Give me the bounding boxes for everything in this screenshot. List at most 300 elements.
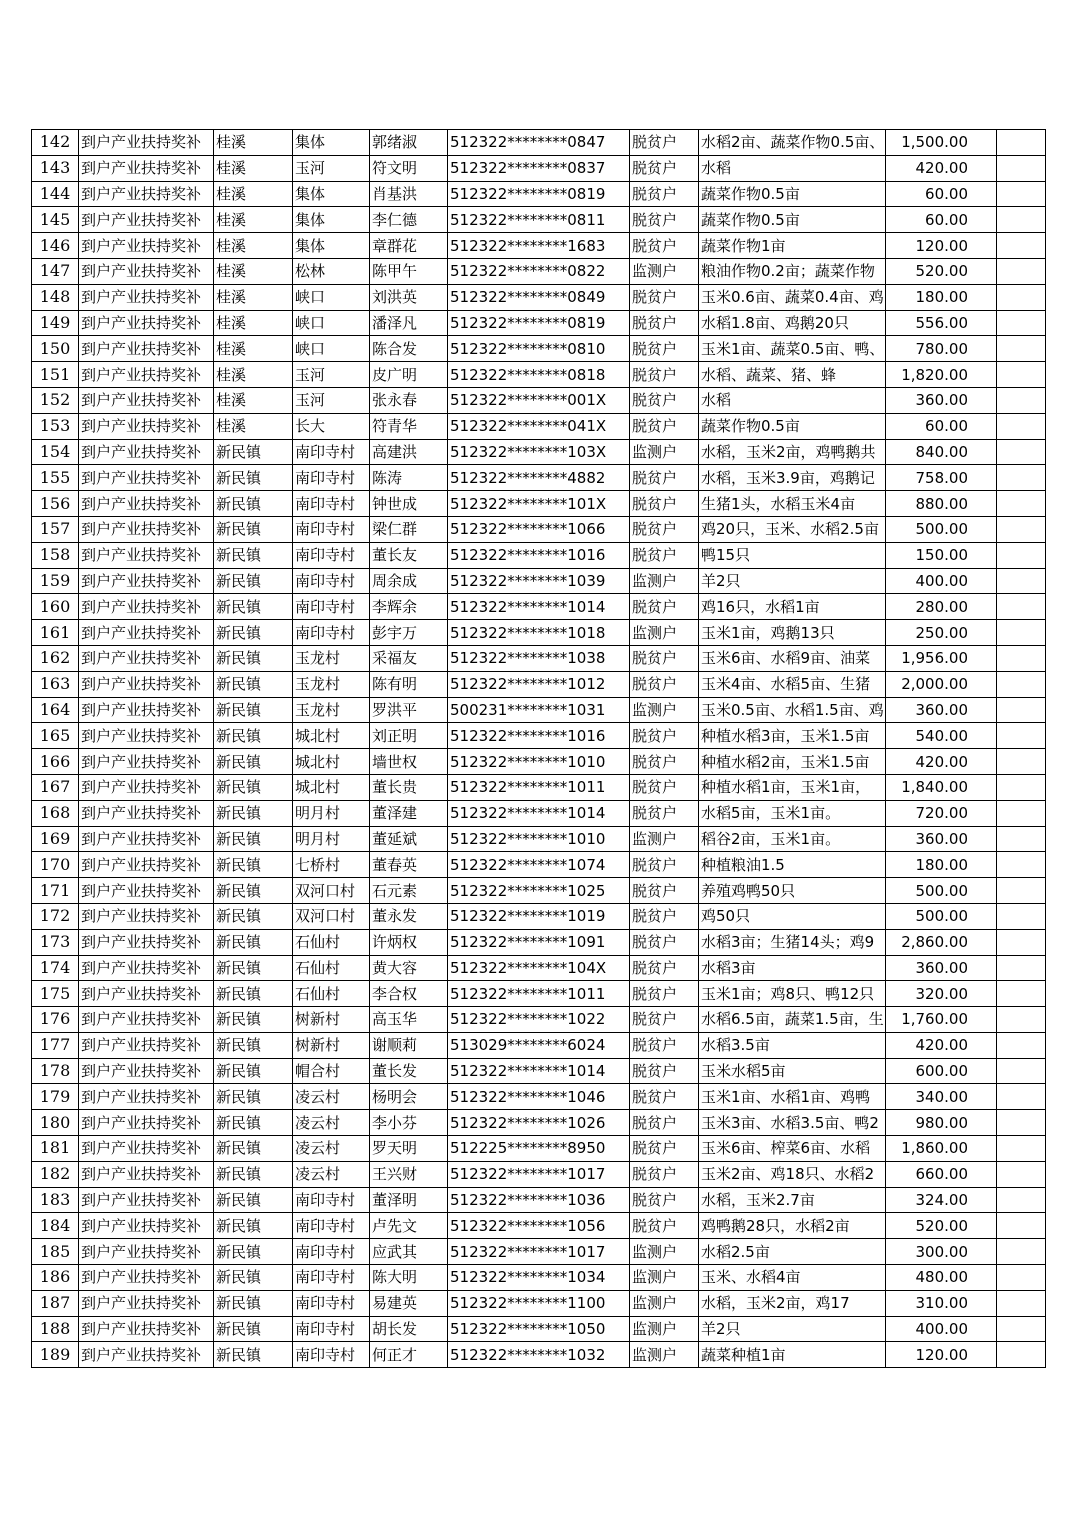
row-number: 162 — [32, 645, 79, 671]
household-type-cell: 脱贫户 — [630, 362, 699, 388]
name-cell: 高玉华 — [370, 1007, 448, 1033]
table-row — [32, 258, 1046, 284]
town-cell: 新民镇 — [214, 749, 293, 775]
id-number-cell: 512322********041X — [448, 413, 630, 439]
town-cell: 新民镇 — [214, 955, 293, 981]
amount-cell: 120.00 — [886, 1342, 997, 1368]
household-type-cell: 脱贫户 — [630, 1187, 699, 1213]
id-number-cell: 512322********1016 — [448, 542, 630, 568]
row-number: 180 — [32, 1110, 79, 1136]
id-number-cell: 512322********1011 — [448, 981, 630, 1007]
amount-cell: 540.00 — [886, 723, 997, 749]
row-number: 149 — [32, 310, 79, 336]
amount-cell: 60.00 — [886, 207, 997, 233]
village-cell: 双河口村 — [293, 903, 370, 929]
row-number: 172 — [32, 903, 79, 929]
name-cell: 谢顺莉 — [370, 1032, 448, 1058]
name-cell: 刘正明 — [370, 723, 448, 749]
remark-cell — [997, 671, 1046, 697]
content-cell: 生猪1头，水稻玉米4亩 — [699, 491, 886, 517]
item-cell: 到户产业扶持奖补 — [79, 1161, 214, 1187]
item-cell: 到户产业扶持奖补 — [79, 542, 214, 568]
household-type-cell: 脱贫户 — [630, 1058, 699, 1084]
household-type-cell: 监测户 — [630, 568, 699, 594]
town-cell: 桂溪 — [214, 284, 293, 310]
remark-cell — [997, 1084, 1046, 1110]
household-type-cell: 监测户 — [630, 439, 699, 465]
village-cell: 明月村 — [293, 800, 370, 826]
content-cell: 稻谷2亩，玉米1亩。 — [699, 826, 886, 852]
amount-cell: 840.00 — [886, 439, 997, 465]
item-cell: 到户产业扶持奖补 — [79, 1110, 214, 1136]
row-number: 142 — [32, 130, 79, 156]
table-row — [32, 1265, 1046, 1291]
content-cell: 水稻2.5亩 — [699, 1239, 886, 1265]
name-cell: 黄大容 — [370, 955, 448, 981]
amount-cell: 758.00 — [886, 465, 997, 491]
item-cell: 到户产业扶持奖补 — [79, 516, 214, 542]
id-number-cell: 512322********0837 — [448, 155, 630, 181]
content-cell: 水稻、蔬菜、猪、蜂 — [699, 362, 886, 388]
name-cell: 采福友 — [370, 645, 448, 671]
row-number: 188 — [32, 1316, 79, 1342]
row-number: 154 — [32, 439, 79, 465]
household-type-cell: 脱贫户 — [630, 1161, 699, 1187]
amount-cell: 780.00 — [886, 336, 997, 362]
id-number-cell: 512322********1066 — [448, 516, 630, 542]
id-number-cell: 512322********1026 — [448, 1110, 630, 1136]
remark-cell — [997, 491, 1046, 517]
amount-cell: 1,956.00 — [886, 645, 997, 671]
item-cell: 到户产业扶持奖补 — [79, 284, 214, 310]
amount-cell: 300.00 — [886, 1239, 997, 1265]
town-cell: 新民镇 — [214, 594, 293, 620]
town-cell: 新民镇 — [214, 1007, 293, 1033]
village-cell: 玉龙村 — [293, 645, 370, 671]
table-row — [32, 594, 1046, 620]
id-number-cell: 512322********0811 — [448, 207, 630, 233]
name-cell: 董长友 — [370, 542, 448, 568]
name-cell: 董长发 — [370, 1058, 448, 1084]
item-cell: 到户产业扶持奖补 — [79, 258, 214, 284]
content-cell: 鸭15只 — [699, 542, 886, 568]
content-cell: 玉米6亩、水稻9亩、油菜 — [699, 645, 886, 671]
town-cell: 新民镇 — [214, 1084, 293, 1110]
town-cell: 新民镇 — [214, 723, 293, 749]
town-cell: 桂溪 — [214, 155, 293, 181]
village-cell: 南印寺村 — [293, 542, 370, 568]
town-cell: 新民镇 — [214, 826, 293, 852]
village-cell: 七桥村 — [293, 852, 370, 878]
id-number-cell: 512322********1091 — [448, 929, 630, 955]
id-number-cell: 512322********1074 — [448, 852, 630, 878]
village-cell: 南印寺村 — [293, 439, 370, 465]
table-row — [32, 155, 1046, 181]
table-row — [32, 1007, 1046, 1033]
remark-cell — [997, 774, 1046, 800]
row-number: 177 — [32, 1032, 79, 1058]
amount-cell: 280.00 — [886, 594, 997, 620]
content-cell: 蔬菜作物0.5亩 — [699, 413, 886, 439]
item-cell: 到户产业扶持奖补 — [79, 620, 214, 646]
amount-cell: 340.00 — [886, 1084, 997, 1110]
amount-cell: 150.00 — [886, 542, 997, 568]
row-number: 166 — [32, 749, 79, 775]
town-cell: 新民镇 — [214, 981, 293, 1007]
id-number-cell: 512322********1017 — [448, 1161, 630, 1187]
amount-cell: 60.00 — [886, 181, 997, 207]
item-cell: 到户产业扶持奖补 — [79, 413, 214, 439]
amount-cell: 1,860.00 — [886, 1136, 997, 1162]
content-cell: 水稻 — [699, 155, 886, 181]
id-number-cell: 512322********1010 — [448, 749, 630, 775]
content-cell: 种植水稻2亩，玉米1.5亩 — [699, 749, 886, 775]
id-number-cell: 512225********8950 — [448, 1136, 630, 1162]
remark-cell — [997, 207, 1046, 233]
name-cell: 符青华 — [370, 413, 448, 439]
household-type-cell: 监测户 — [630, 1342, 699, 1368]
amount-cell: 310.00 — [886, 1290, 997, 1316]
town-cell: 新民镇 — [214, 1058, 293, 1084]
remark-cell — [997, 1213, 1046, 1239]
id-number-cell: 512322********1038 — [448, 645, 630, 671]
amount-cell: 500.00 — [886, 516, 997, 542]
remark-cell — [997, 929, 1046, 955]
amount-cell: 880.00 — [886, 491, 997, 517]
remark-cell — [997, 1110, 1046, 1136]
household-type-cell: 脱贫户 — [630, 749, 699, 775]
item-cell: 到户产业扶持奖补 — [79, 362, 214, 388]
remark-cell — [997, 697, 1046, 723]
remark-cell — [997, 181, 1046, 207]
village-cell: 南印寺村 — [293, 568, 370, 594]
row-number: 175 — [32, 981, 79, 1007]
town-cell: 新民镇 — [214, 542, 293, 568]
village-cell: 双河口村 — [293, 878, 370, 904]
village-cell: 南印寺村 — [293, 620, 370, 646]
remark-cell — [997, 903, 1046, 929]
content-cell: 玉米2亩、鸡18只、水稻2 — [699, 1161, 886, 1187]
row-number: 183 — [32, 1187, 79, 1213]
content-cell: 玉米1亩、水稻1亩、鸡鸭 — [699, 1084, 886, 1110]
table-row — [32, 852, 1046, 878]
item-cell: 到户产业扶持奖补 — [79, 439, 214, 465]
name-cell: 墙世权 — [370, 749, 448, 775]
table-row — [32, 929, 1046, 955]
household-type-cell: 脱贫户 — [630, 981, 699, 1007]
name-cell: 郭绪淑 — [370, 130, 448, 156]
content-cell: 水稻3.5亩 — [699, 1032, 886, 1058]
name-cell: 杨明会 — [370, 1084, 448, 1110]
household-type-cell: 脱贫户 — [630, 413, 699, 439]
amount-cell: 2,860.00 — [886, 929, 997, 955]
remark-cell — [997, 749, 1046, 775]
content-cell: 鸡50只 — [699, 903, 886, 929]
amount-cell: 720.00 — [886, 800, 997, 826]
item-cell: 到户产业扶持奖补 — [79, 774, 214, 800]
name-cell: 皮广明 — [370, 362, 448, 388]
item-cell: 到户产业扶持奖补 — [79, 1342, 214, 1368]
town-cell: 新民镇 — [214, 645, 293, 671]
item-cell: 到户产业扶持奖补 — [79, 903, 214, 929]
name-cell: 应武其 — [370, 1239, 448, 1265]
name-cell: 陈合发 — [370, 336, 448, 362]
village-cell: 南印寺村 — [293, 491, 370, 517]
table-row — [32, 181, 1046, 207]
name-cell: 陈涛 — [370, 465, 448, 491]
item-cell: 到户产业扶持奖补 — [79, 1136, 214, 1162]
id-number-cell: 512322********0818 — [448, 362, 630, 388]
remark-cell — [997, 362, 1046, 388]
content-cell: 玉米4亩、水稻5亩、生猪 — [699, 671, 886, 697]
village-cell: 峡口 — [293, 336, 370, 362]
village-cell: 集体 — [293, 207, 370, 233]
row-number: 185 — [32, 1239, 79, 1265]
table-row — [32, 878, 1046, 904]
household-type-cell: 脱贫户 — [630, 387, 699, 413]
household-type-cell: 监测户 — [630, 1290, 699, 1316]
id-number-cell: 512322********1011 — [448, 774, 630, 800]
content-cell: 种植水稻3亩，玉米1.5亩 — [699, 723, 886, 749]
remark-cell — [997, 852, 1046, 878]
name-cell: 何正才 — [370, 1342, 448, 1368]
id-number-cell: 512322********0819 — [448, 181, 630, 207]
amount-cell: 400.00 — [886, 1316, 997, 1342]
town-cell: 桂溪 — [214, 233, 293, 259]
village-cell: 城北村 — [293, 749, 370, 775]
table-row — [32, 1213, 1046, 1239]
household-type-cell: 脱贫户 — [630, 774, 699, 800]
amount-cell: 980.00 — [886, 1110, 997, 1136]
household-type-cell: 脱贫户 — [630, 929, 699, 955]
id-number-cell: 512322********104X — [448, 955, 630, 981]
row-number: 152 — [32, 387, 79, 413]
id-number-cell: 512322********1018 — [448, 620, 630, 646]
id-number-cell: 512322********1019 — [448, 903, 630, 929]
item-cell: 到户产业扶持奖补 — [79, 1007, 214, 1033]
id-number-cell: 512322********1016 — [448, 723, 630, 749]
remark-cell — [997, 439, 1046, 465]
item-cell: 到户产业扶持奖补 — [79, 826, 214, 852]
item-cell: 到户产业扶持奖补 — [79, 155, 214, 181]
remark-cell — [997, 258, 1046, 284]
village-cell: 南印寺村 — [293, 1213, 370, 1239]
name-cell: 胡长发 — [370, 1316, 448, 1342]
remark-cell — [997, 594, 1046, 620]
household-type-cell: 监测户 — [630, 697, 699, 723]
item-cell: 到户产业扶持奖补 — [79, 671, 214, 697]
household-type-cell: 脱贫户 — [630, 878, 699, 904]
household-type-cell: 脱贫户 — [630, 1136, 699, 1162]
id-number-cell: 512322********1010 — [448, 826, 630, 852]
row-number: 167 — [32, 774, 79, 800]
row-number: 171 — [32, 878, 79, 904]
amount-cell: 400.00 — [886, 568, 997, 594]
town-cell: 新民镇 — [214, 1342, 293, 1368]
amount-cell: 360.00 — [886, 697, 997, 723]
town-cell: 新民镇 — [214, 516, 293, 542]
id-number-cell: 512322********1032 — [448, 1342, 630, 1368]
amount-cell: 500.00 — [886, 903, 997, 929]
id-number-cell: 512322********1056 — [448, 1213, 630, 1239]
town-cell: 新民镇 — [214, 1239, 293, 1265]
amount-cell: 660.00 — [886, 1161, 997, 1187]
name-cell: 董长贵 — [370, 774, 448, 800]
remark-cell — [997, 723, 1046, 749]
item-cell: 到户产业扶持奖补 — [79, 1290, 214, 1316]
town-cell: 新民镇 — [214, 1187, 293, 1213]
town-cell: 新民镇 — [214, 774, 293, 800]
content-cell: 水稻，玉米2亩，鸡17 — [699, 1290, 886, 1316]
household-type-cell: 脱贫户 — [630, 852, 699, 878]
content-cell: 蔬菜作物0.5亩 — [699, 181, 886, 207]
household-type-cell: 脱贫户 — [630, 723, 699, 749]
content-cell: 玉米1亩；鸡8只、鸭12只 — [699, 981, 886, 1007]
row-number: 153 — [32, 413, 79, 439]
name-cell: 高建洪 — [370, 439, 448, 465]
name-cell: 易建英 — [370, 1290, 448, 1316]
content-cell: 玉米0.5亩、水稻1.5亩、鸡 — [699, 697, 886, 723]
amount-cell: 360.00 — [886, 387, 997, 413]
amount-cell: 520.00 — [886, 1213, 997, 1239]
item-cell: 到户产业扶持奖补 — [79, 981, 214, 1007]
remark-cell — [997, 284, 1046, 310]
row-number: 174 — [32, 955, 79, 981]
town-cell: 新民镇 — [214, 1136, 293, 1162]
item-cell: 到户产业扶持奖补 — [79, 207, 214, 233]
town-cell: 新民镇 — [214, 1110, 293, 1136]
item-cell: 到户产业扶持奖补 — [79, 310, 214, 336]
item-cell: 到户产业扶持奖补 — [79, 594, 214, 620]
table-row — [32, 1110, 1046, 1136]
town-cell: 新民镇 — [214, 697, 293, 723]
name-cell: 周余成 — [370, 568, 448, 594]
village-cell: 峡口 — [293, 284, 370, 310]
village-cell: 石仙村 — [293, 955, 370, 981]
household-type-cell: 脱贫户 — [630, 155, 699, 181]
village-cell: 凌云村 — [293, 1136, 370, 1162]
household-type-cell: 脱贫户 — [630, 671, 699, 697]
remark-cell — [997, 387, 1046, 413]
content-cell: 玉米6亩、榨菜6亩、水稻 — [699, 1136, 886, 1162]
village-cell: 玉河 — [293, 387, 370, 413]
row-number: 158 — [32, 542, 79, 568]
content-cell: 玉米、水稻4亩 — [699, 1265, 886, 1291]
remark-cell — [997, 1032, 1046, 1058]
remark-cell — [997, 542, 1046, 568]
row-number: 147 — [32, 258, 79, 284]
item-cell: 到户产业扶持奖补 — [79, 1239, 214, 1265]
content-cell: 鸡16只，水稻1亩 — [699, 594, 886, 620]
town-cell: 新民镇 — [214, 620, 293, 646]
table-row — [32, 568, 1046, 594]
row-number: 182 — [32, 1161, 79, 1187]
town-cell: 新民镇 — [214, 929, 293, 955]
row-number: 144 — [32, 181, 79, 207]
remark-cell — [997, 955, 1046, 981]
content-cell: 水稻3亩 — [699, 955, 886, 981]
table-row — [32, 620, 1046, 646]
name-cell: 李合权 — [370, 981, 448, 1007]
id-number-cell: 512322********001X — [448, 387, 630, 413]
id-number-cell: 512322********4882 — [448, 465, 630, 491]
row-number: 156 — [32, 491, 79, 517]
item-cell: 到户产业扶持奖补 — [79, 852, 214, 878]
table-row — [32, 310, 1046, 336]
row-number: 148 — [32, 284, 79, 310]
row-number: 187 — [32, 1290, 79, 1316]
remark-cell — [997, 1316, 1046, 1342]
remark-cell — [997, 336, 1046, 362]
name-cell: 卢先文 — [370, 1213, 448, 1239]
row-number: 164 — [32, 697, 79, 723]
name-cell: 陈大明 — [370, 1265, 448, 1291]
name-cell: 刘洪英 — [370, 284, 448, 310]
id-number-cell: 513029********6024 — [448, 1032, 630, 1058]
id-number-cell: 512322********1014 — [448, 800, 630, 826]
household-type-cell: 脱贫户 — [630, 491, 699, 517]
table-row — [32, 1084, 1046, 1110]
table-row — [32, 800, 1046, 826]
table-row — [32, 1187, 1046, 1213]
item-cell: 到户产业扶持奖补 — [79, 465, 214, 491]
village-cell: 集体 — [293, 181, 370, 207]
table-row — [32, 1161, 1046, 1187]
village-cell: 南印寺村 — [293, 1187, 370, 1213]
content-cell: 水稻，玉米2亩，鸡鸭鹅共 — [699, 439, 886, 465]
name-cell: 李小芬 — [370, 1110, 448, 1136]
town-cell: 新民镇 — [214, 1316, 293, 1342]
item-cell: 到户产业扶持奖补 — [79, 697, 214, 723]
row-number: 184 — [32, 1213, 79, 1239]
remark-cell — [997, 413, 1046, 439]
village-cell: 明月村 — [293, 826, 370, 852]
table-row — [32, 723, 1046, 749]
item-cell: 到户产业扶持奖补 — [79, 336, 214, 362]
name-cell: 李辉余 — [370, 594, 448, 620]
village-cell: 玉龙村 — [293, 697, 370, 723]
row-number: 163 — [32, 671, 79, 697]
id-number-cell: 500231********1031 — [448, 697, 630, 723]
table-row — [32, 465, 1046, 491]
content-cell: 羊2只 — [699, 568, 886, 594]
table-row — [32, 207, 1046, 233]
remark-cell — [997, 1136, 1046, 1162]
subsidy-table — [31, 129, 1046, 1368]
remark-cell — [997, 1058, 1046, 1084]
town-cell: 桂溪 — [214, 258, 293, 284]
content-cell: 鸡鸭鹅28只，水稻2亩 — [699, 1213, 886, 1239]
id-number-cell: 512322********0819 — [448, 310, 630, 336]
id-number-cell: 512322********1014 — [448, 1058, 630, 1084]
name-cell: 董春英 — [370, 852, 448, 878]
id-number-cell: 512322********1014 — [448, 594, 630, 620]
item-cell: 到户产业扶持奖补 — [79, 645, 214, 671]
content-cell: 水稻，玉米2.7亩 — [699, 1187, 886, 1213]
name-cell: 梁仁群 — [370, 516, 448, 542]
name-cell: 罗天明 — [370, 1136, 448, 1162]
content-cell: 玉米1亩，鸡鹅13只 — [699, 620, 886, 646]
remark-cell — [997, 465, 1046, 491]
village-cell: 玉龙村 — [293, 671, 370, 697]
village-cell: 玉河 — [293, 362, 370, 388]
content-cell: 玉米0.6亩、蔬菜0.4亩、鸡 — [699, 284, 886, 310]
table-row — [32, 671, 1046, 697]
item-cell: 到户产业扶持奖补 — [79, 1213, 214, 1239]
village-cell: 城北村 — [293, 774, 370, 800]
name-cell: 符文明 — [370, 155, 448, 181]
household-type-cell: 脱贫户 — [630, 1213, 699, 1239]
